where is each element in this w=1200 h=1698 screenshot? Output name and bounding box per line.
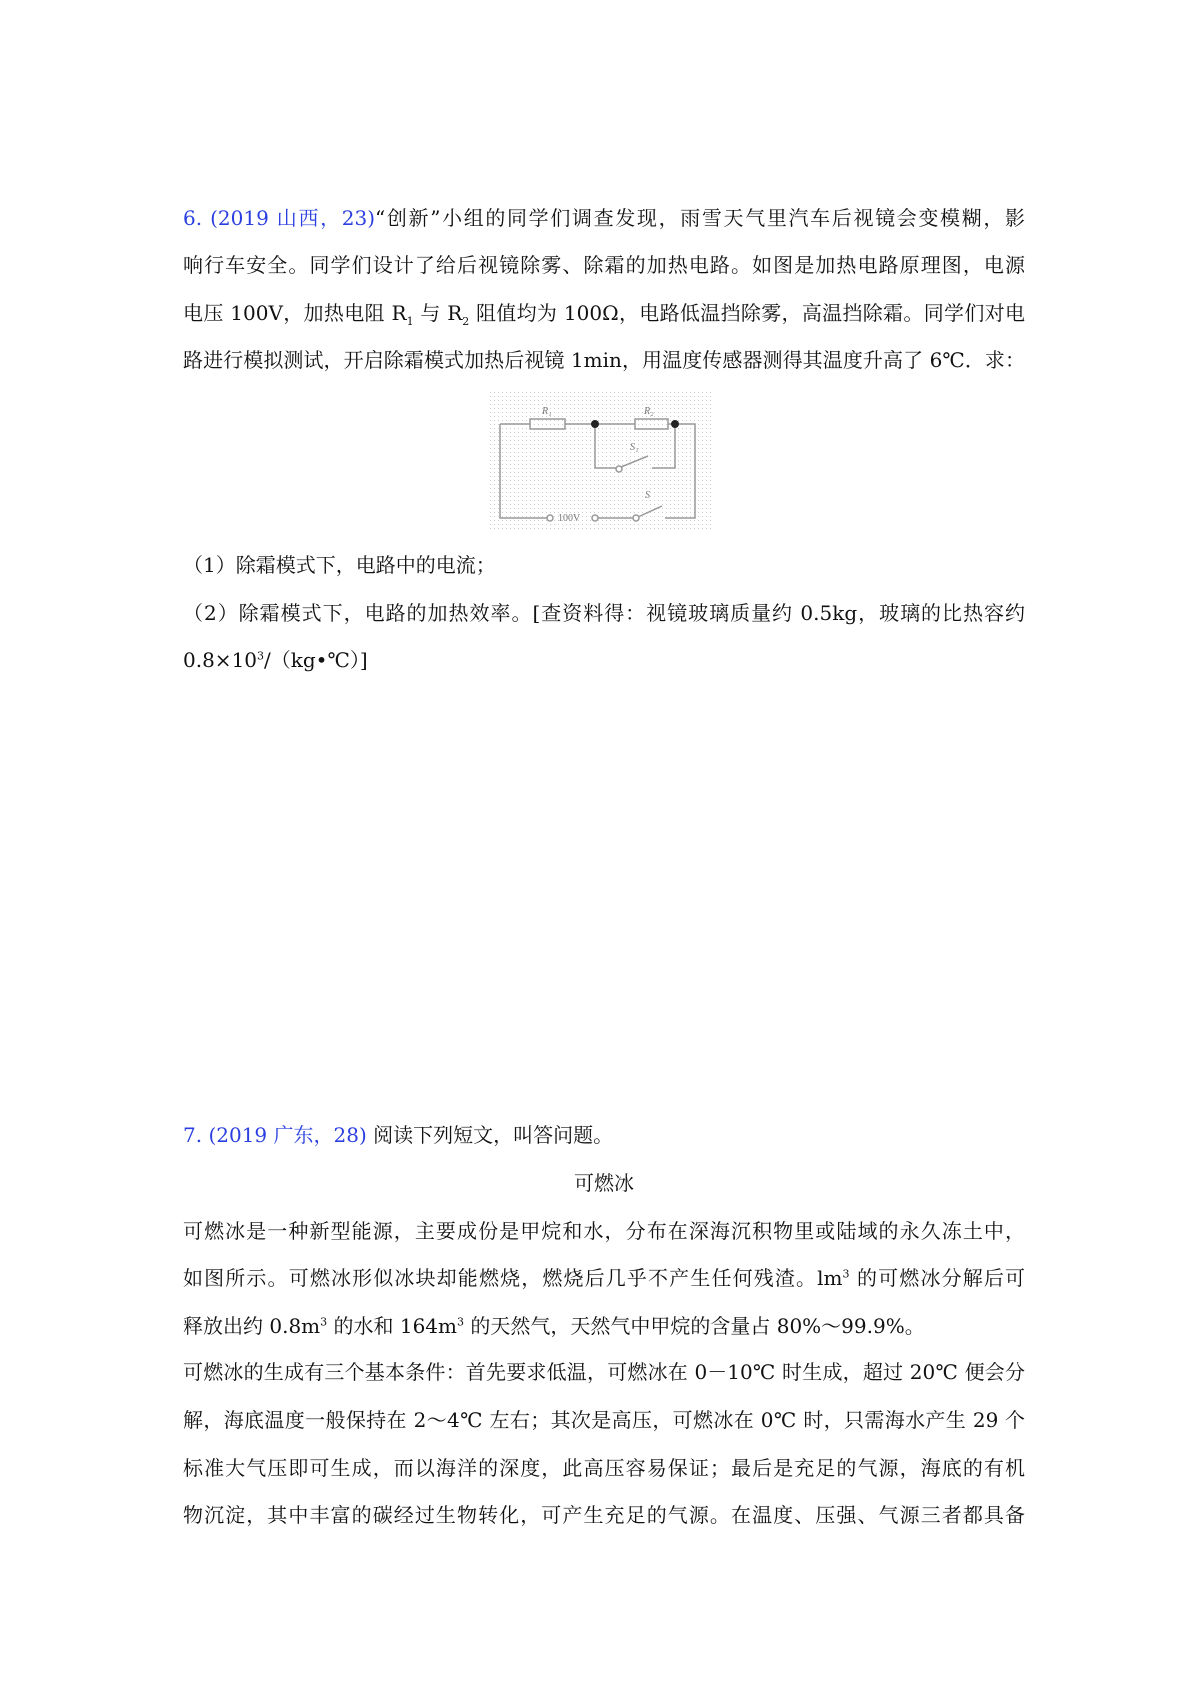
sup: 3 — [320, 1315, 328, 1329]
q7-p5: 解，海底温度一般保持在 2～4℃ 左右；其次是高压，可燃冰在 0℃ 时，只需海水产生 29 个 — [183, 1408, 1025, 1432]
q6-line-1 — [183, 204, 1025, 232]
text: 电压 100V，加热电阻 R — [183, 301, 407, 325]
q6-sub2-cont — [183, 646, 1025, 674]
q6-sub2: （2）除霜模式下，电路的加热效率。[查资料得：视镜玻璃质量约 0.5kg，玻璃的比热容约 — [183, 601, 1025, 625]
q6-label: 6. (2019 山西，23) — [183, 206, 376, 230]
sup: 3 — [842, 1267, 850, 1281]
label-r2: R₂ — [644, 406, 654, 417]
label-s1: S₁ — [630, 442, 639, 453]
q7-label: 7. (2019 广东，28) — [183, 1123, 367, 1147]
label-voltage: 100V — [558, 513, 581, 524]
label-r1: R₁ — [542, 406, 552, 417]
q7-intro: 阅读下列短文，叫答问题。 — [366, 1123, 614, 1147]
text: 释放出约 0.8m — [183, 1314, 321, 1338]
sub-1: 1 — [406, 315, 414, 327]
q6-line-4: 路进行模拟测试，开启除霜模式加热后视镜 1min，用温度传感器测得其温度升高了 6℃．求： — [183, 348, 1025, 372]
q7-p2 — [183, 1264, 1025, 1292]
label-s: S — [645, 490, 650, 501]
q7-p1: 可燃冰是一种新型能源，主要成份是甲烷和水，分布在深海沉积物里或陆域的永久冻土中， — [183, 1219, 1025, 1243]
q7-p6: 标准大气压即可生成，而以海洋的深度，此高压容易保证；最后是充足的气源，海底的有机 — [183, 1456, 1025, 1480]
text: 0.8×10 — [183, 648, 258, 672]
q7-p4: 可燃冰的生成有三个基本条件：首先要求低温，可燃冰在 0－10℃ 时生成，超过 20℃ 便会分 — [183, 1360, 1025, 1384]
q7-title: 可燃冰 — [574, 1171, 634, 1195]
text: 阻值均为 100Ω，电路低温挡除雾，高温挡除霜。同学们对电 — [469, 301, 1025, 325]
q6-line-3 — [183, 299, 1025, 327]
text: 的水和 164m — [327, 1314, 457, 1338]
sup: 3 — [257, 649, 265, 663]
q6-line-2: 响行车安全。同学们设计了给后视镜除雾、除霜的加热电路。如图是加热电路原理图，电源 — [183, 253, 1025, 277]
circuit-diagram — [490, 392, 714, 532]
q6-sub1: （1）除霜模式下，电路中的电流； — [183, 553, 496, 577]
sub-2: 2 — [462, 315, 470, 327]
text: 的可燃冰分解后可 — [849, 1266, 1025, 1290]
text: /（kg•℃）] — [264, 648, 368, 672]
q7-p7: 物沉淀，其中丰富的碳经过生物转化，可产生充足的气源。在温度、压强、气源三者都具备 — [183, 1503, 1025, 1527]
q7-p3 — [183, 1312, 1025, 1340]
text: 如图所示。可燃冰形似冰块却能燃烧，燃烧后几乎不产生任何残渣。lm — [183, 1266, 843, 1290]
q6-text: “创新”小组的同学们调查发现，雨雪天气里汽车后视镜会变模糊，影 — [375, 206, 1025, 230]
sup: 3 — [457, 1315, 464, 1329]
text: 与 R — [413, 301, 463, 325]
q7-header — [183, 1121, 1025, 1149]
text: 的天然气，天然气中甲烷的含量占 80%～99.9%。 — [464, 1314, 925, 1338]
